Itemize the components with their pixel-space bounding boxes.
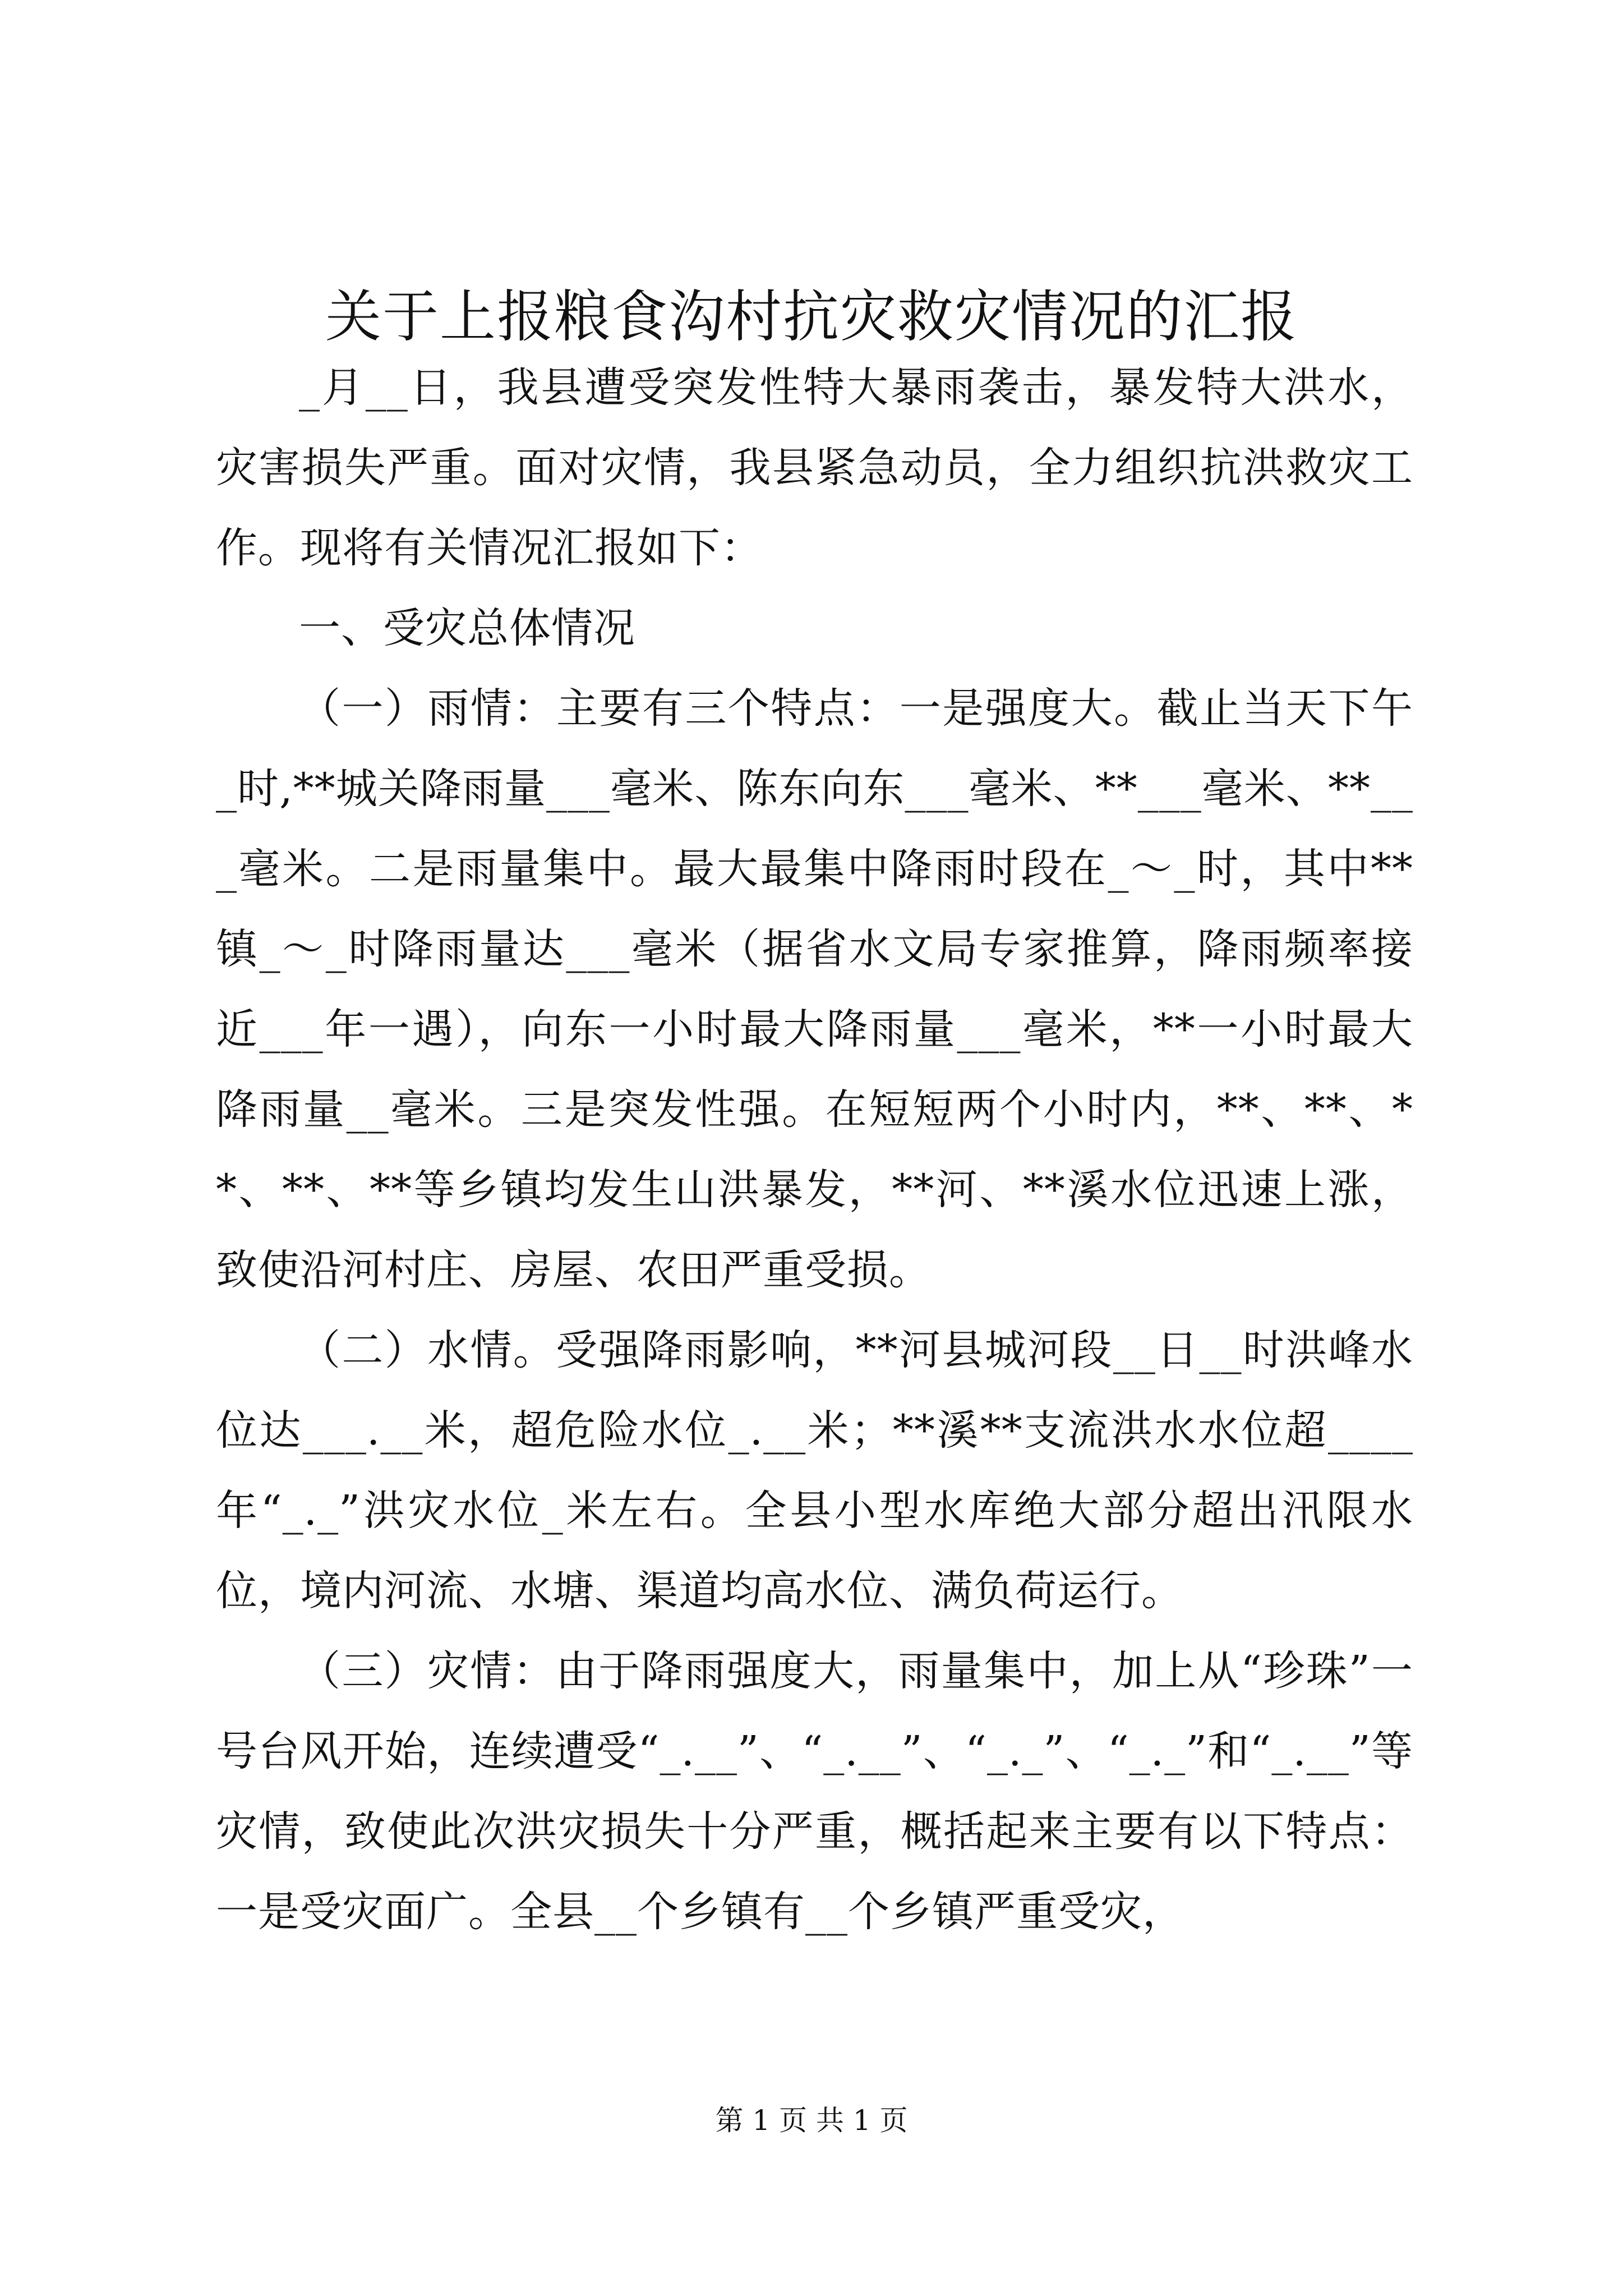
paragraph-water-levels: （二）水情。受强降雨影响，**河县城河段__日__时洪峰水位达___.__米，超危险水位_.__米；**溪**支流洪水水位超____年“_._”洪灾水位_米左右。全县小型水库绝大部分超出汛限水位，境内河流、水塘、渠道均高水位、满负荷运行。 [216, 1326, 1413, 1615]
paragraph-disaster: （三）灾情：由于降雨强度大，雨量集中，加上从“珍珠”一号台风开始，连续遭受“_.__”、“_.__”、“_._”、“_._”和“_.__”等灾情，致使此次洪灾损失十分严重，概括起来主要有以下特点：一是受灾面广。全县__个乡镇有__个乡镇严重受灾， [216, 1647, 1413, 1936]
paragraph-rainfall: （一）雨情：主要有三个特点：一是强度大。截止当天下午_时,**城关降雨量___毫米、陈东向东___毫米、**___毫米、**___毫米。二是雨量集中。最大最集中降雨时段在_～_时，其中**镇_～_时降雨量达___毫米（据省水文局专家推算，降雨频率接近___年一遇），向东一小时最大降雨量___毫米，**一小时最大降雨量__毫米。三是突发性强。在短短两个小时内，**、**、**、**、**等乡镇均发生山洪暴发，**河、**溪水位迅速上涨，致使沿河村庄、房屋、农田严重受损。 [216, 684, 1413, 1294]
document-body [216, 348, 1413, 1952]
page-footer: 第 1 页 共 1 页 [715, 2104, 908, 2137]
document-title: 关于上报粮食沟村抗灾救灾情况的汇报 [325, 284, 1298, 349]
paragraph-intro: _月__日，我县遭受突发性特大暴雨袭击，暴发特大洪水，灾害损失严重。面对灾情，我县紧急动员，全力组织抗洪救灾工作。现将有关情况汇报如下： [216, 364, 1413, 572]
section-heading-1: 一、受灾总体情况 [299, 604, 635, 652]
